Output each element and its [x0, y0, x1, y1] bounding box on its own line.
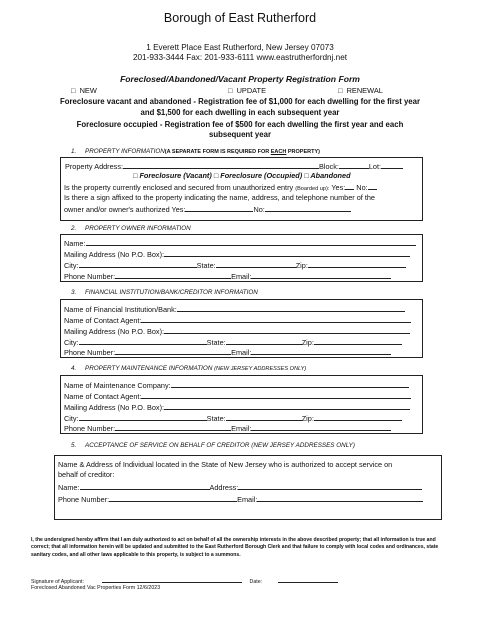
signature-field[interactable] [102, 577, 242, 583]
sign-question-line1: Is there a sign affixed to the property indicating the name, address, and telephone number of the [64, 193, 375, 202]
bank-phone-row [64, 347, 391, 357]
maint-phone-label: Phone Number: [64, 424, 116, 433]
bank-name-row [64, 304, 405, 314]
bank-state-field[interactable] [226, 337, 302, 345]
owner-email-field[interactable] [251, 271, 391, 279]
owner-zip-label: Zip: [295, 261, 308, 270]
service-address-field[interactable] [238, 482, 422, 490]
note-suffix: PROPERTY) [286, 149, 320, 155]
enclosed-yes-label: Yes: [331, 183, 346, 192]
section3-number: 3. [71, 289, 77, 296]
bank-city-row [64, 337, 402, 347]
property-address-field[interactable] [123, 161, 319, 169]
maint-zip-field[interactable] [314, 413, 402, 421]
owner-name-field[interactable] [86, 238, 416, 246]
owner-phone-label: Phone Number: [64, 272, 116, 281]
service-address-label: Address: [209, 483, 239, 492]
service-intro-line1: Name & Address of Individual located in the State of New Jersey who is authorized to accept service on [58, 460, 393, 469]
date-field[interactable] [278, 577, 338, 583]
owner-name-row [64, 238, 416, 248]
owner-name-label: Name: [64, 239, 86, 248]
sign-no-field[interactable] [265, 204, 351, 212]
bank-email-label: Email: [231, 348, 252, 357]
bank-zip-label: Zip: [301, 338, 314, 347]
municipality-address: 1 Everett Place East Rutherford, New Jersey 07073 [146, 43, 334, 52]
vacant-checkbox[interactable] [133, 171, 212, 180]
service-phone-row [58, 494, 423, 504]
enclosed-yes-field[interactable] [345, 182, 354, 190]
maint-zip-label: Zip: [301, 414, 314, 423]
note-each: EACH [270, 149, 287, 155]
owner-zip-field[interactable] [308, 260, 406, 268]
maint-state-field[interactable] [226, 413, 302, 421]
section5-title: ACCEPTANCE OF SERVICE ON BEHALF OF CREDITOR (NEW JERSEY ADDRESSES ONLY) [85, 442, 355, 449]
option-new-checkbox[interactable] [71, 86, 97, 95]
section1-number: 1. [71, 148, 77, 155]
option-renewal-label: RENEWAL [346, 86, 383, 95]
form-id: Foreclosed Abandoned Vac Properties Form 12/6/2023 [31, 585, 161, 591]
section4-title: PROPERTY MAINTENANCE INFORMATION [85, 365, 213, 372]
section2-number: 2. [71, 225, 77, 232]
section5-number: 5. [71, 442, 77, 449]
owner-city-field[interactable] [79, 260, 197, 268]
date-label: Date: [249, 579, 263, 585]
bank-mailing-label: Mailing Address (No P.O. Box): [64, 327, 165, 336]
sign-question-row [64, 204, 351, 214]
enclosed-question: Is the property currently enclosed and secured from unauthorized entry [64, 183, 294, 192]
section2-heading [71, 225, 191, 232]
signature-label: Signature of Applicant: [31, 579, 85, 585]
section3-heading [71, 289, 258, 296]
bank-name-label: Name of Financial Institution/Bank: [64, 305, 177, 314]
owner-city-label: City: [64, 261, 79, 270]
section4-number: 4. [71, 365, 77, 372]
service-name-row [58, 482, 422, 492]
section2-title: PROPERTY OWNER INFORMATION [85, 225, 191, 232]
form-title: Foreclosed/Abandoned/Vacant Property Registration Form [120, 74, 360, 84]
vacant-label: Foreclosure (Vacant) [139, 171, 212, 180]
abandoned-checkbox[interactable] [304, 171, 350, 180]
occupied-label: Foreclosure (Occupied) [220, 171, 303, 180]
bank-phone-label: Phone Number: [64, 348, 116, 357]
owner-phone-row [64, 271, 391, 281]
bank-mailing-field[interactable] [164, 326, 410, 334]
maint-state-label: State: [206, 414, 226, 423]
maint-email-field[interactable] [251, 423, 391, 431]
checkbox-icon: □ [304, 171, 309, 180]
maint-contact-label: Name of Contact Agent: [64, 392, 142, 401]
property-address-row [65, 161, 403, 171]
foreclosure-type-row [133, 171, 351, 180]
contact-text: 201-933-3444 Fax: 201-933-6111 www.eastrutherfordnj.net [132, 53, 348, 62]
bank-mailing-row [64, 326, 410, 336]
bank-email-field[interactable] [251, 347, 391, 355]
owner-mailing-label: Mailing Address (No P.O. Box): [64, 250, 165, 259]
section3-title: FINANCIAL INSTITUTION/BANK/CREDITOR INFORMATION [85, 289, 258, 296]
checkbox-icon: □ [338, 86, 343, 95]
checkbox-icon: □ [213, 171, 219, 180]
municipality-contact [0, 53, 480, 63]
bank-contact-row [64, 315, 411, 325]
certification-text: I, the undersigned hereby affirm that I am duly authorized to act on behalf of all the ownership interests in the above described property; that all information is true and correct; that all information herein will be updated and submitted to the East Rutherford Borough Clerk and that failure to comply with local codes and ordinances, state sanitary codes, and all other laws applicable to this property, is subject to a summons. [31, 537, 439, 558]
owner-state-field[interactable] [216, 260, 296, 268]
owner-email-label: Email: [231, 272, 252, 281]
maint-phone-row [64, 423, 391, 433]
note-prefix: (A SEPARATE FORM IS REQUIRED FOR [164, 149, 271, 155]
service-email-field[interactable] [257, 494, 423, 502]
section1-title: PROPERTY INFORMATION [85, 148, 165, 155]
fee-occupied-line1: Foreclosure occupied - Registration fee of $500 for each dwelling the first year and each [76, 120, 404, 129]
block-field[interactable] [339, 161, 369, 169]
owner-mailing-row [64, 249, 410, 259]
section1-note [165, 149, 320, 155]
option-new-label: NEW [79, 86, 97, 95]
bank-city-label: City: [64, 338, 79, 347]
abandoned-label: Abandoned [310, 171, 351, 180]
service-phone-label: Phone Number: [58, 495, 110, 504]
owner-city-row [64, 260, 406, 270]
owner-state-label: State: [196, 261, 216, 270]
bank-state-label: State: [206, 338, 226, 347]
maint-email-label: Email: [231, 424, 252, 433]
maint-phone-field[interactable] [115, 423, 231, 431]
maint-mailing-field[interactable] [164, 402, 410, 410]
owner-phone-field[interactable] [115, 271, 231, 279]
maint-city-label: City: [64, 414, 79, 423]
section4-note: (NEW JERSEY ADDRESSES ONLY) [214, 366, 307, 372]
enclosed-question-row [64, 182, 377, 192]
property-address-label: Property Address: [65, 162, 123, 171]
section4-heading [71, 365, 306, 372]
service-name-label: Name: [58, 483, 80, 492]
option-renewal-checkbox[interactable] [338, 86, 383, 95]
service-phone-field[interactable] [109, 494, 237, 502]
occupied-checkbox[interactable] [214, 171, 302, 180]
enclosed-no-field[interactable] [368, 182, 377, 190]
maint-company-field[interactable] [171, 380, 409, 388]
section5-heading [71, 442, 355, 449]
owner-mailing-field[interactable] [164, 249, 410, 257]
section1-heading [71, 148, 320, 155]
maint-mailing-label: Mailing Address (No P.O. Box): [64, 403, 165, 412]
bank-contact-field[interactable] [141, 315, 411, 323]
service-intro-line2: behalf of creditor: [58, 470, 115, 479]
maint-contact-row [64, 391, 411, 401]
sign-yes-field[interactable] [185, 204, 253, 212]
boarded-up-note: (Boarded up): [295, 186, 330, 192]
checkbox-icon: □ [133, 171, 138, 180]
checkbox-icon: □ [228, 86, 233, 95]
maint-city-field[interactable] [79, 413, 207, 421]
lot-field[interactable] [381, 161, 403, 169]
maint-company-row [64, 380, 409, 390]
service-name-field[interactable] [80, 482, 210, 490]
option-update-checkbox[interactable] [228, 86, 266, 95]
fee-occupied-line2: subsequent year [209, 130, 271, 139]
bank-phone-field[interactable] [115, 347, 231, 355]
maint-mailing-row [64, 402, 410, 412]
sign-no-label: No: [253, 205, 265, 214]
lot-label: Lot: [368, 162, 382, 171]
sign-question-line2: owner and/or owner's authorized Yes: [64, 205, 186, 214]
fee-vacant-line2: and $1,500 for each dwelling in each subsequent year [140, 108, 340, 117]
bank-name-field[interactable] [177, 304, 405, 312]
block-label: Block: [319, 162, 339, 171]
bank-zip-field[interactable] [314, 337, 402, 345]
maint-company-label: Name of Maintenance Company: [64, 381, 171, 390]
option-update-label: UPDATE [236, 86, 267, 95]
fee-vacant-line1: Foreclosure vacant and abandoned - Registration fee of $1,000 for each dwelling for the first year [59, 97, 421, 106]
checkbox-icon: □ [71, 86, 76, 95]
bank-contact-label: Name of Contact Agent: [64, 316, 142, 325]
service-email-label: Email: [237, 495, 258, 504]
signature-row [31, 577, 338, 585]
enclosed-no-label: No: [356, 183, 368, 192]
bank-city-field[interactable] [79, 337, 207, 345]
maint-city-row [64, 413, 402, 423]
municipality-title: Borough of East Rutherford [163, 11, 317, 25]
maint-contact-field[interactable] [141, 391, 411, 399]
